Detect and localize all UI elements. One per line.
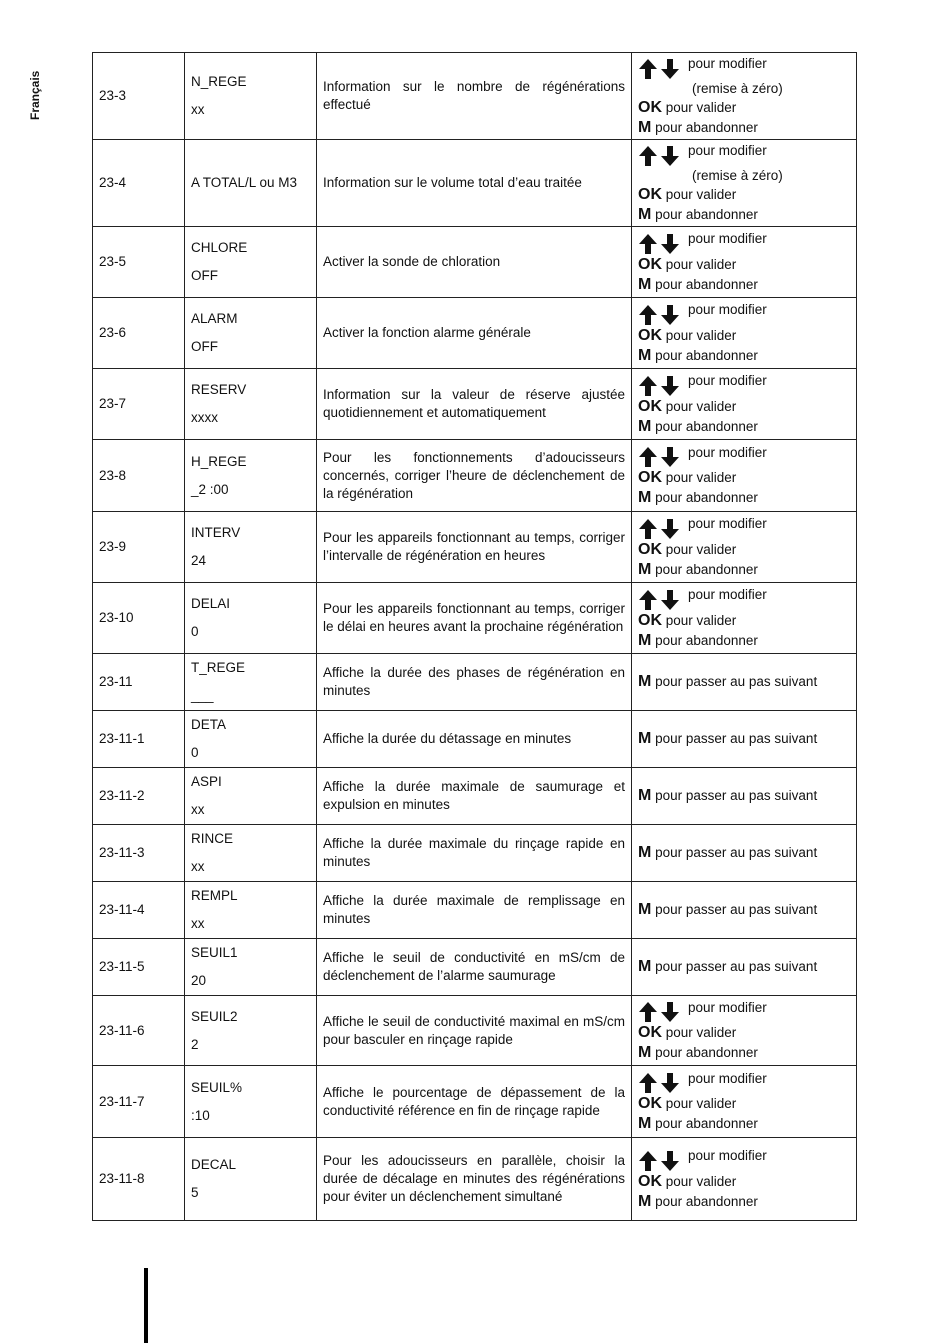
action-cell <box>632 711 857 768</box>
action-cell <box>632 939 857 996</box>
step-code: 23-10 <box>93 583 185 654</box>
step-code: 23-11-4 <box>93 882 185 939</box>
parameter-name: SEUIL1 <box>191 945 238 960</box>
abandon-line <box>638 1114 850 1134</box>
display-cell <box>185 825 317 882</box>
arrow-keys <box>638 58 682 80</box>
table-row <box>93 53 857 140</box>
display-cell <box>185 711 317 768</box>
key-label: M <box>638 1044 652 1062</box>
parameter-name: ASPI <box>191 774 222 789</box>
parameter-name: REMPL <box>191 888 238 903</box>
validate-line <box>638 611 850 631</box>
display-cell <box>185 512 317 583</box>
key-label: M <box>638 631 652 649</box>
abandon-line <box>638 346 850 366</box>
display-cell <box>185 939 317 996</box>
key-description: pour valider <box>665 541 737 557</box>
description-cell <box>317 440 632 512</box>
key-description: pour passer au pas suivant <box>655 788 818 803</box>
arrow-up-icon <box>638 589 658 611</box>
table-row <box>93 939 857 996</box>
modify-label: pour modifier <box>688 231 767 247</box>
description-text: Affiche le pourcentage de dépassement de la conductivité référence en fin de rinçage rapide <box>323 1084 625 1118</box>
description-text: Affiche le seuil de conductivité maximal en mS/cm pour basculer en rinçage rapide <box>323 1013 625 1047</box>
parameter-value: xx <box>191 916 205 931</box>
modify-label: pour modifier <box>688 1070 767 1086</box>
arrow-up-icon <box>638 58 658 80</box>
display-cell <box>185 768 317 825</box>
key-description: pour abandonner <box>655 418 758 434</box>
display-cell <box>185 369 317 440</box>
table-row <box>93 140 857 227</box>
key-description: pour abandonner <box>655 632 758 648</box>
validate-line <box>638 468 850 488</box>
modify-line <box>638 1069 850 1094</box>
action-cell <box>632 369 857 440</box>
description-text: Affiche le seuil de conductivité en mS/cm de déclenchement de l’alarme saumurage <box>323 950 625 983</box>
key-label: OK <box>638 469 662 487</box>
parameter-value: 20 <box>191 973 207 988</box>
abandon-line <box>638 1043 850 1063</box>
step-code: 23-11-1 <box>93 711 185 768</box>
abandon-line <box>638 631 850 651</box>
description-cell <box>317 825 632 882</box>
modify-label: pour modifier <box>688 143 767 159</box>
modify-line <box>638 371 850 396</box>
step-code: 23-11-5 <box>93 939 185 996</box>
step-code: 23-11-6 <box>93 996 185 1066</box>
arrow-keys <box>638 304 682 326</box>
key-description: pour valider <box>665 1096 737 1112</box>
key-description: pour valider <box>665 612 737 628</box>
step-code: 23-3 <box>93 53 185 140</box>
parameter-name: SEUIL% <box>191 1079 243 1095</box>
key-description: pour abandonner <box>655 561 758 577</box>
parameter-value: 5 <box>191 1185 199 1200</box>
action-cell <box>632 768 857 825</box>
description-cell <box>317 939 632 996</box>
parameter-value: xx <box>191 102 205 117</box>
description-text: Information sur la valeur de réserve ajustée quotidiennement et automatiquement <box>323 387 625 420</box>
page-margin-bar <box>144 1268 148 1343</box>
modify-line <box>638 141 850 166</box>
display-cell <box>185 298 317 369</box>
description-text: Information sur le volume total d’eau traitée <box>323 175 582 190</box>
description-text: Pour les fonctionnements d’adoucisseurs concernés, corriger l’heure de déclenchement de la régénération <box>323 449 625 501</box>
table-row <box>93 1066 857 1138</box>
validate-line <box>638 397 850 417</box>
step-code: 23-11-7 <box>93 1066 185 1138</box>
parameter-name: DELAI <box>191 596 231 611</box>
table-row <box>93 996 857 1066</box>
description-cell <box>317 512 632 583</box>
description-text: Activer la fonction alarme générale <box>323 325 531 340</box>
arrow-keys <box>638 233 682 255</box>
arrow-down-icon <box>660 446 680 468</box>
arrow-down-icon <box>660 375 680 397</box>
validate-line <box>638 326 850 346</box>
key-description: pour valider <box>665 1173 737 1189</box>
display-cell <box>185 654 317 711</box>
action-cell <box>632 440 857 512</box>
parameter-value: ___ <box>191 688 214 703</box>
key-label: OK <box>638 98 662 116</box>
key-label: M <box>638 275 652 293</box>
key-label: M <box>638 787 652 804</box>
key-label: OK <box>638 397 662 415</box>
key-description: pour valider <box>665 186 737 202</box>
action-cell <box>632 996 857 1066</box>
key-description: pour passer au pas suivant <box>655 845 818 860</box>
abandon-line <box>638 275 850 295</box>
arrow-keys <box>638 375 682 397</box>
table-row <box>93 825 857 882</box>
next-step-line <box>638 843 850 863</box>
description-text: Affiche la durée du détassage en minutes <box>323 731 572 746</box>
next-step-line <box>638 729 850 749</box>
table-row <box>93 369 857 440</box>
language-label: Français <box>28 70 42 120</box>
key-description: pour valider <box>665 398 737 414</box>
validate-line <box>638 185 850 205</box>
arrow-down-icon <box>660 589 680 611</box>
next-step-line <box>638 900 850 920</box>
parameter-value: xx <box>191 802 205 817</box>
modify-line <box>638 998 850 1023</box>
arrow-keys <box>638 1150 682 1172</box>
table-row <box>93 711 857 768</box>
modify-line <box>638 585 850 610</box>
parameter-value: _2 :00 <box>191 481 229 497</box>
modify-label: pour modifier <box>688 444 767 460</box>
next-step-line <box>638 672 850 692</box>
key-label: OK <box>638 185 662 203</box>
key-description: pour valider <box>665 99 737 115</box>
key-label: M <box>638 730 652 747</box>
parameter-value: 0 <box>191 745 199 760</box>
arrow-up-icon <box>638 1150 658 1172</box>
description-cell <box>317 53 632 140</box>
abandon-line <box>638 205 850 225</box>
description-cell <box>317 996 632 1066</box>
parameter-name: DECAL <box>191 1157 237 1172</box>
step-code: 23-7 <box>93 369 185 440</box>
modify-label: pour modifier <box>688 56 767 72</box>
description-cell <box>317 654 632 711</box>
description-cell <box>317 882 632 939</box>
arrow-up-icon <box>638 1001 658 1023</box>
display-cell <box>185 1138 317 1221</box>
arrow-keys <box>638 446 682 468</box>
parameter-value: :10 <box>191 1107 210 1123</box>
step-code: 23-11-2 <box>93 768 185 825</box>
validate-line <box>638 98 850 118</box>
key-description: pour abandonner <box>655 119 758 135</box>
key-label: OK <box>638 326 662 344</box>
description-cell <box>317 227 632 298</box>
key-label: M <box>638 958 652 975</box>
validate-line <box>638 255 850 275</box>
key-description: pour valider <box>665 327 737 343</box>
modify-label: pour modifier <box>688 373 767 389</box>
key-description: pour passer au pas suivant <box>655 731 818 746</box>
key-label: OK <box>638 1172 662 1190</box>
description-text: Pour les appareils fonctionnant au temps, corriger le délai en heures avant la prochaine régénération <box>323 601 625 634</box>
table-row <box>93 768 857 825</box>
parameter-value: OFF <box>191 268 218 283</box>
action-cell <box>632 53 857 140</box>
action-cell <box>632 227 857 298</box>
description-text: Affiche la durée maximale du rinçage rapide en minutes <box>323 836 625 869</box>
arrow-up-icon <box>638 145 658 167</box>
action-cell <box>632 512 857 583</box>
display-cell <box>185 882 317 939</box>
table-row <box>93 227 857 298</box>
action-cell <box>632 825 857 882</box>
parameter-name: CHLORE <box>191 240 248 255</box>
display-cell <box>185 996 317 1066</box>
table-row <box>93 298 857 369</box>
table-row <box>93 583 857 654</box>
abandon-line <box>638 488 850 508</box>
abandon-line <box>638 417 850 437</box>
key-label: M <box>638 489 652 507</box>
modify-line <box>638 300 850 325</box>
key-label: OK <box>638 1024 662 1042</box>
parameter-name: N_REGE <box>191 74 247 89</box>
description-cell <box>317 1066 632 1138</box>
modify-line <box>638 54 850 79</box>
next-step-line <box>638 957 850 977</box>
arrow-down-icon <box>660 1001 680 1023</box>
description-cell <box>317 711 632 768</box>
key-description: pour abandonner <box>655 206 758 222</box>
description-cell <box>317 369 632 440</box>
arrow-up-icon <box>638 233 658 255</box>
arrow-down-icon <box>660 233 680 255</box>
parameter-value: 24 <box>191 553 207 568</box>
reset-note: (remise à zéro) <box>692 80 783 96</box>
parameter-value: 2 <box>191 1036 199 1052</box>
action-cell <box>632 1138 857 1221</box>
parameter-name: ALARM <box>191 311 238 326</box>
key-description: pour abandonner <box>655 490 758 506</box>
key-label: M <box>638 901 652 918</box>
display-cell <box>185 53 317 140</box>
action-cell <box>632 654 857 711</box>
key-description: pour abandonner <box>655 1193 758 1209</box>
parameter-value: xxxx <box>191 410 218 425</box>
key-description: pour valider <box>665 1025 737 1041</box>
modify-line <box>638 229 850 254</box>
key-label: M <box>638 205 652 223</box>
validate-line <box>638 1023 850 1043</box>
parameter-name: H_REGE <box>191 453 247 469</box>
key-description: pour passer au pas suivant <box>655 674 818 689</box>
arrow-keys <box>638 518 682 540</box>
parameter-table <box>92 52 857 1221</box>
parameter-value: 0 <box>191 624 199 639</box>
table-row <box>93 654 857 711</box>
arrow-keys <box>638 589 682 611</box>
table-row <box>93 1138 857 1221</box>
parameter-name: A TOTAL/L ou M3 <box>191 175 298 190</box>
arrow-up-icon <box>638 375 658 397</box>
key-label: M <box>638 673 652 690</box>
action-cell <box>632 140 857 227</box>
description-cell <box>317 140 632 227</box>
parameter-name: DETA <box>191 717 227 732</box>
validate-line <box>638 1172 850 1192</box>
arrow-down-icon <box>660 304 680 326</box>
description-text: Activer la sonde de chloration <box>323 254 501 269</box>
display-cell <box>185 140 317 227</box>
step-code: 23-11-8 <box>93 1138 185 1221</box>
arrow-up-icon <box>638 518 658 540</box>
arrow-down-icon <box>660 1150 680 1172</box>
parameter-name: T_REGE <box>191 660 246 675</box>
description-cell <box>317 298 632 369</box>
parameter-name: SEUIL2 <box>191 1008 238 1024</box>
parameter-name: RESERV <box>191 382 247 397</box>
validate-line <box>638 540 850 560</box>
key-description: pour abandonner <box>655 276 758 292</box>
modify-line <box>638 443 850 468</box>
description-text: Affiche la durée maximale de saumurage et expulsion en minutes <box>323 779 625 812</box>
description-cell <box>317 1138 632 1221</box>
modify-label: pour modifier <box>688 516 767 532</box>
action-cell <box>632 1066 857 1138</box>
key-description: pour valider <box>665 256 737 272</box>
description-text: Pour les adoucisseurs en parallèle, choisir la durée de décalage en minutes des régénérations pour éviter un déclenchement simultané <box>323 1153 625 1204</box>
modify-label: pour modifier <box>688 302 767 318</box>
display-cell <box>185 227 317 298</box>
arrow-keys <box>638 1001 682 1023</box>
step-code: 23-11 <box>93 654 185 711</box>
parameter-value: OFF <box>191 339 218 354</box>
key-description: pour abandonner <box>655 1045 758 1061</box>
table-row <box>93 512 857 583</box>
key-label: OK <box>638 611 662 629</box>
modify-line <box>638 514 850 539</box>
abandon-line <box>638 118 850 138</box>
description-text: Affiche la durée des phases de régénération en minutes <box>323 665 625 698</box>
action-cell <box>632 882 857 939</box>
description-cell <box>317 768 632 825</box>
table-row <box>93 882 857 939</box>
key-description: pour valider <box>665 470 737 486</box>
arrow-keys <box>638 1072 682 1094</box>
table-row <box>93 440 857 512</box>
step-code: 23-5 <box>93 227 185 298</box>
display-cell <box>185 1066 317 1138</box>
key-description: pour passer au pas suivant <box>655 902 818 917</box>
key-label: M <box>638 417 652 435</box>
action-cell <box>632 583 857 654</box>
parameter-name: INTERV <box>191 525 241 540</box>
key-label: M <box>638 560 652 578</box>
key-description: pour passer au pas suivant <box>655 959 818 974</box>
modify-line <box>638 1146 850 1171</box>
arrow-down-icon <box>660 145 680 167</box>
validate-line <box>638 1094 850 1114</box>
abandon-line <box>638 1192 850 1212</box>
next-step-line <box>638 786 850 806</box>
step-code: 23-9 <box>93 512 185 583</box>
step-code: 23-4 <box>93 140 185 227</box>
description-text: Pour les appareils fonctionnant au temps, corriger l’intervalle de régénération en heures <box>323 530 625 563</box>
reset-note: (remise à zéro) <box>692 167 783 183</box>
key-label: OK <box>638 255 662 273</box>
abandon-line <box>638 560 850 580</box>
key-label: M <box>638 1192 652 1210</box>
step-code: 23-6 <box>93 298 185 369</box>
description-cell <box>317 583 632 654</box>
modify-label: pour modifier <box>688 587 767 603</box>
key-label: OK <box>638 1095 662 1113</box>
step-code: 23-8 <box>93 440 185 512</box>
action-cell <box>632 298 857 369</box>
parameter-name: RINCE <box>191 831 234 846</box>
key-label: M <box>638 844 652 861</box>
parameter-value: xx <box>191 859 205 874</box>
key-label: M <box>638 118 652 136</box>
arrow-down-icon <box>660 518 680 540</box>
description-text: Information sur le nombre de régénérations effectué <box>323 79 625 112</box>
arrow-up-icon <box>638 304 658 326</box>
key-label: M <box>638 346 652 364</box>
modify-label: pour modifier <box>688 1148 767 1164</box>
arrow-up-icon <box>638 1072 658 1094</box>
arrow-keys <box>638 145 682 167</box>
arrow-down-icon <box>660 58 680 80</box>
arrow-down-icon <box>660 1072 680 1094</box>
arrow-up-icon <box>638 446 658 468</box>
display-cell <box>185 583 317 654</box>
key-label: M <box>638 1115 652 1133</box>
step-code: 23-11-3 <box>93 825 185 882</box>
display-cell <box>185 440 317 512</box>
key-description: pour abandonner <box>655 347 758 363</box>
key-description: pour abandonner <box>655 1116 758 1132</box>
modify-label: pour modifier <box>688 999 767 1015</box>
description-text: Affiche la durée maximale de remplissage en minutes <box>323 893 625 926</box>
key-label: OK <box>638 540 662 558</box>
